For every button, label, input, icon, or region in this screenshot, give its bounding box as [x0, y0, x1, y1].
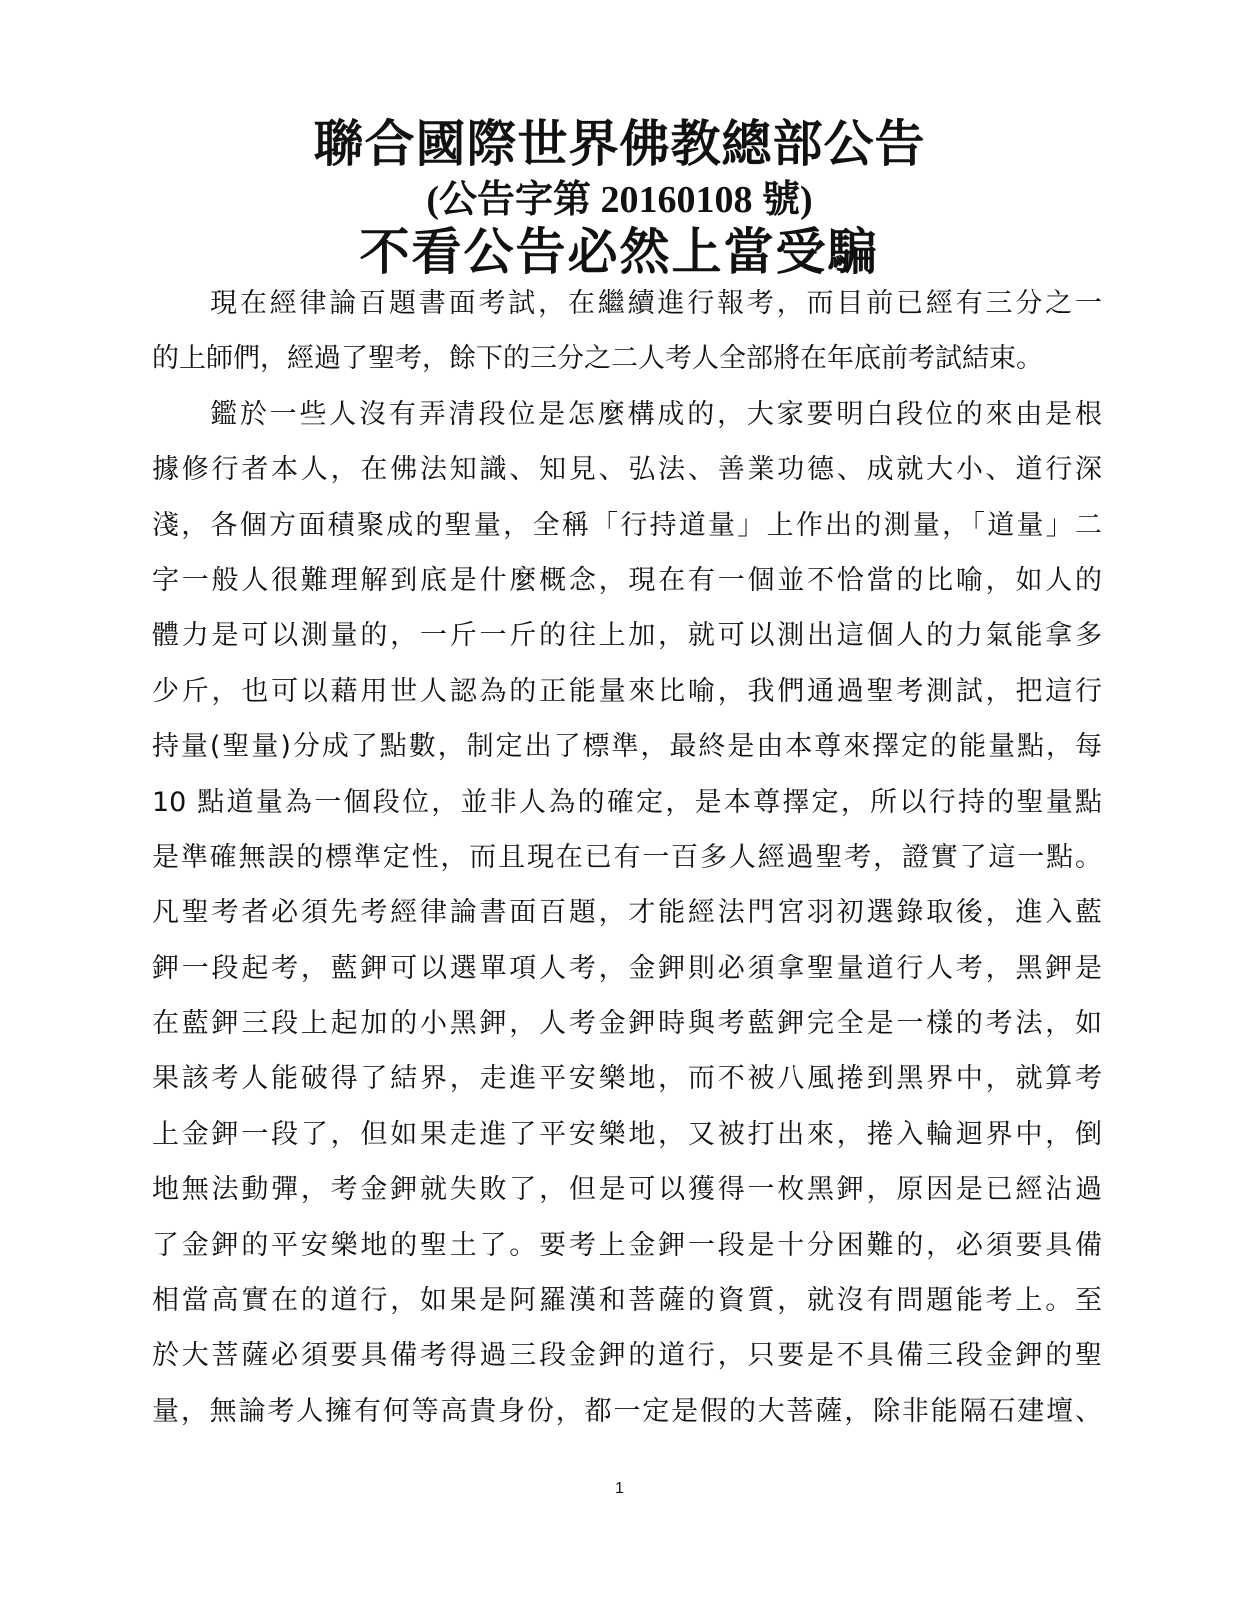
body-line: 10 點道量為一個段位，並非人為的確定，是本尊擇定，所以行持的聖量點 [152, 786, 1102, 818]
body-text [152, 276, 1102, 1439]
body-line: 體力是可以測量的，一斤一斤的往上加，就可以測出這個人的力氣能拿多 [152, 620, 1102, 652]
body-line: 據修行者本人，在佛法知識、知見、弘法、善業功德、成就大小、道行深 [152, 454, 1102, 486]
body-line: 字一般人很難理解到底是什麼概念，現在有一個並不恰當的比喻，如人的 [152, 564, 1102, 596]
body-line: 是準確無誤的標準定性，而且現在已有一百多人經過聖考，證實了這一點。 [152, 841, 1102, 873]
body-line: 淺，各個方面積聚成的聖量，全稱「行持道量」上作出的測量，「道量」二 [152, 509, 1102, 541]
body-line: 的上師們，經過了聖考，餘下的三分之二人考人全部將在年底前考試結束。 [152, 343, 1043, 375]
notice-number: (公告字第 20160108 號) [426, 179, 813, 221]
document-title: 聯合國際世界佛教總部公告 [313, 115, 926, 173]
body-line: 凡聖考者必須先考經律論書面百題，才能經法門宮羽初選錄取後，進入藍 [152, 897, 1102, 929]
body-line: 少斤，也可以藉用世人認為的正能量來比喻，我們通過聖考測試，把這行 [152, 675, 1102, 707]
body-line: 於大菩薩必須要具備考得過三段金鉀的道行，只要是不具備三段金鉀的聖 [152, 1340, 1102, 1372]
headline: 不看公告必然上當受騙 [359, 223, 880, 281]
body-line: 量，無論考人擁有何等高貴身份，都一定是假的大菩薩，除非能隔石建壇、 [152, 1395, 1102, 1427]
body-line: 上金鉀一段了，但如果走進了平安樂地，又被打出來，捲入輪迴界中，倒 [152, 1118, 1102, 1150]
body-line: 地無法動彈，考金鉀就失敗了，但是可以獲得一枚黑鉀，原因是已經沾過 [152, 1174, 1102, 1206]
body-line: 現在經律論百題書面考試，在繼續進行報考，而目前已經有三分之一 [210, 288, 1102, 319]
body-line: 相當高實在的道行，如果是阿羅漢和菩薩的資質，就沒有問題能考上。至 [152, 1285, 1102, 1317]
body-line: 持量(聖量)分成了點數，制定出了標準，最終是由本尊來擇定的能量點，每 [152, 731, 1102, 763]
body-line: 鑑於一些人沒有弄清段位是怎麼構成的，大家要明白段位的來由是根 [210, 398, 1102, 430]
page-number: 1 [615, 1480, 624, 1497]
body-line: 果該考人能破得了結界，走進平安樂地，而不被八風捲到黑界中，就算考 [152, 1063, 1102, 1095]
body-line: 在藍鉀三段上起加的小黑鉀，人考金鉀時與考藍鉀完全是一樣的考法，如 [152, 1008, 1102, 1040]
body-line: 鉀一段起考，藍鉀可以選單項人考，金鉀則必須拿聖量道行人考，黑鉀是 [152, 952, 1102, 984]
body-line: 了金鉀的平安樂地的聖土了。要考上金鉀一段是十分困難的，必須要具備 [152, 1229, 1102, 1261]
